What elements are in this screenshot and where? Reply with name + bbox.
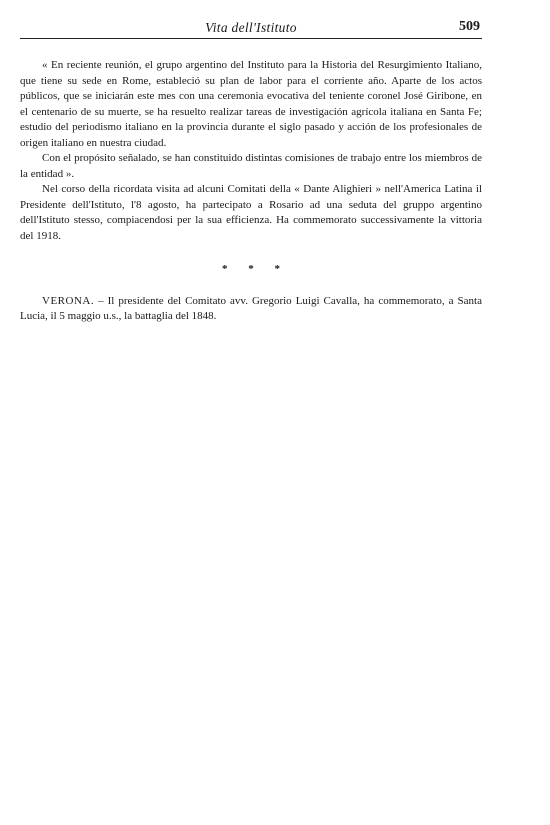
- verona-text: – Il presidente del Comitato avv. Gregorio Luigi Cavalla, ha commemorato, a Santa Lucia, il 5 maggio u.s., la battaglia del 1848.: [20, 294, 482, 322]
- paragraph-verona: [20, 294, 482, 325]
- paragraph-visit: Nel corso della ricordata visita ad alcuni Comitati della « Dante Alighieri » nell'America Latina il Presidente dell'Istituto, l'8 agosto, ha partecipato a Rosario ad una seduta del gruppo argentino dell'Istituto stesso, compiacendosi per la sua efficienza. Ha commemorato successivamente la vittoria del 1918.: [20, 183, 482, 242]
- paragraph-spanish-quote: « En reciente reunión, el grupo argentino del Instituto para la Historia del Resurgimiento Italiano, que tiene su sede en Rome, estableció su plan de labor para el corriente año. Aparte de los actos públicos, que se iniciarán este mes con una ceremonia evocativa del teniente coronel José Giribone, en el centenario de su muerte, se ha resuelto realizar tareas de investigación agrícola italiana en Santa Fe; estudio del periodismo italiano en la provincia durante el siglo pasado y acción de los profesionales de origen italiano en nuestra ciudad.: [20, 59, 482, 149]
- page-header: [20, 18, 482, 39]
- paragraph-commissions: Con el propósito señalado, se han constituido distintas comisiones de trabajo entre los miembros de la entidad ».: [20, 152, 482, 180]
- section-separator: * * *: [222, 263, 289, 275]
- page-number: 509: [459, 19, 480, 34]
- running-head: Vita dell'Istituto: [205, 20, 297, 35]
- city-name: VERONA.: [42, 294, 95, 307]
- body-text: [20, 58, 482, 325]
